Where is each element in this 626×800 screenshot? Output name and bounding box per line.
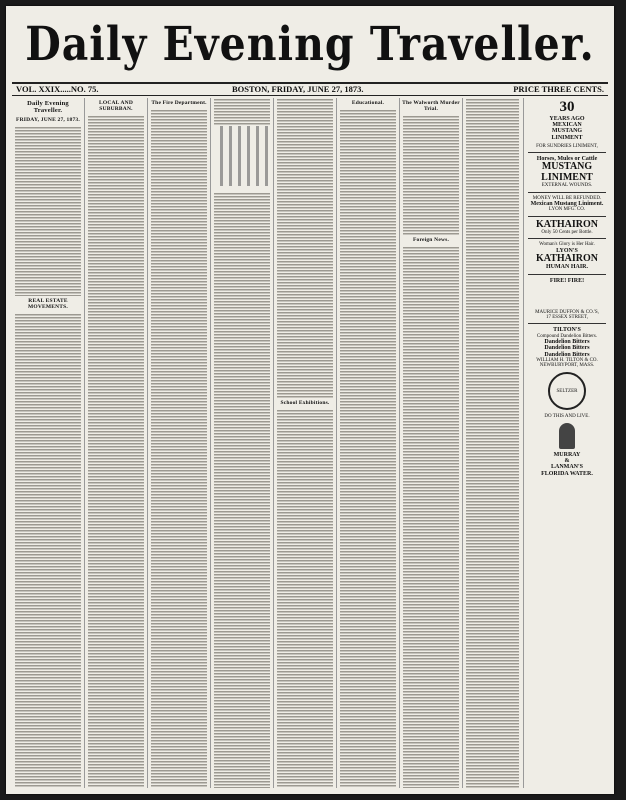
column-7-subhead: Foreign News. [412, 237, 450, 243]
article-text [277, 98, 333, 398]
column-1-title: Daily Evening Traveller. [27, 100, 69, 114]
column-7-head: The Walworth Murder Trial. [402, 100, 460, 112]
column-1 [12, 98, 85, 788]
ad-30: 30 [559, 99, 575, 115]
article-text [214, 192, 270, 788]
advertisements-column [523, 98, 610, 788]
column-5 [274, 98, 337, 788]
ad-text: Only 50 Cents per Bottle. [541, 230, 593, 236]
ad-text: MUSTANG [551, 128, 583, 135]
column-1-date: FRIDAY, JUNE 27, 1873. [16, 117, 80, 123]
seltzer-emblem: SELTZER [548, 372, 586, 410]
dateline-bar [12, 82, 608, 96]
article-text [277, 409, 333, 788]
column-2-head: LOCAL AND SUBURBAN. [98, 100, 134, 112]
ad-text: LINIMENT [551, 134, 583, 141]
column-8 [463, 98, 522, 788]
article-text [151, 109, 207, 788]
ad-mustang: MUSTANG [541, 161, 593, 173]
ad-text: MEXICAN [552, 122, 582, 129]
article-text [340, 109, 396, 788]
ad-text: YEARS AGO [549, 115, 585, 122]
ad-text: DO THIS AND LIVE. [544, 414, 590, 420]
ad-text: & [564, 457, 570, 464]
ad-text: MAURICE DUFFON & CO.'S, [535, 309, 599, 315]
column-6 [337, 98, 400, 788]
column-5-subhead: School Exhibitions. [280, 400, 330, 406]
volume-number: VOL. XXIX.....NO. 75. [16, 84, 99, 94]
ad-text: Dandelion Bitters [544, 338, 590, 345]
column-6-head: Educational. [351, 100, 385, 106]
place-date: BOSTON, FRIDAY, JUNE 27, 1873. [232, 84, 364, 94]
article-text [15, 313, 81, 788]
ad-fire: FIRE! FIRE! [549, 277, 585, 284]
ad-text: Woman's Glory is Her Hair. [539, 242, 595, 248]
perfume-bottle-icon [559, 423, 575, 449]
article-columns [12, 98, 522, 788]
column-1-subhead: REAL ESTATE MOVEMENTS. [27, 298, 69, 310]
article-text [466, 98, 519, 788]
ad-text: EXTERNAL WOUNDS. [541, 183, 593, 189]
article-text [403, 115, 459, 235]
column-2 [85, 98, 148, 788]
ad-text: Dandelion Bitters [544, 351, 590, 358]
price: PRICE THREE CENTS. [513, 84, 604, 94]
column-3 [148, 98, 211, 788]
ad-text: Dandelion Bitters [544, 345, 590, 352]
newspaper-page [6, 6, 614, 794]
ad-text: LYON MFG. CO. [548, 207, 586, 213]
ad-text: Compound Dandelion Bitters. [536, 333, 598, 339]
article-text [403, 246, 459, 788]
masthead-title: Daily Evening Traveller. [25, 16, 595, 72]
article-text [15, 126, 81, 296]
ad-text: FLORIDA WATER. [541, 470, 593, 477]
ad-text: LANMAN'S [550, 464, 583, 471]
ad-kathairon: KATHAIRON [535, 252, 599, 264]
statistics-table [214, 126, 270, 186]
article-text [88, 115, 144, 788]
ad-text: MURRAY [553, 451, 581, 458]
ad-text: WILLIAM H. TILTON & CO. [536, 357, 598, 363]
ad-text: NEWBURYPORT, MASS. [539, 363, 595, 369]
column-3-head: The Fire Department. [151, 100, 207, 106]
column-4 [211, 98, 274, 788]
ad-kathairon: KATHAIRON [535, 218, 599, 230]
ad-text: 17 ESSEX STREET, [546, 315, 588, 321]
ad-liniment: LINIMENT [541, 171, 593, 183]
ad-text: Horses, Mules or Cattle [536, 156, 598, 163]
ad-tiltons: TILTON'S [553, 327, 581, 334]
ad-text: MONEY WILL BE REFUNDED. [532, 195, 602, 201]
article-text [214, 98, 270, 126]
ad-text: Mexican Mustang Liniment. [530, 200, 604, 207]
column-7 [400, 98, 463, 788]
ad-text: LYON'S [556, 247, 578, 254]
ad-text: HUMAN HAIR. [546, 264, 588, 271]
ad-text: FOR SUNDRIES LINIMENT, [536, 143, 598, 149]
